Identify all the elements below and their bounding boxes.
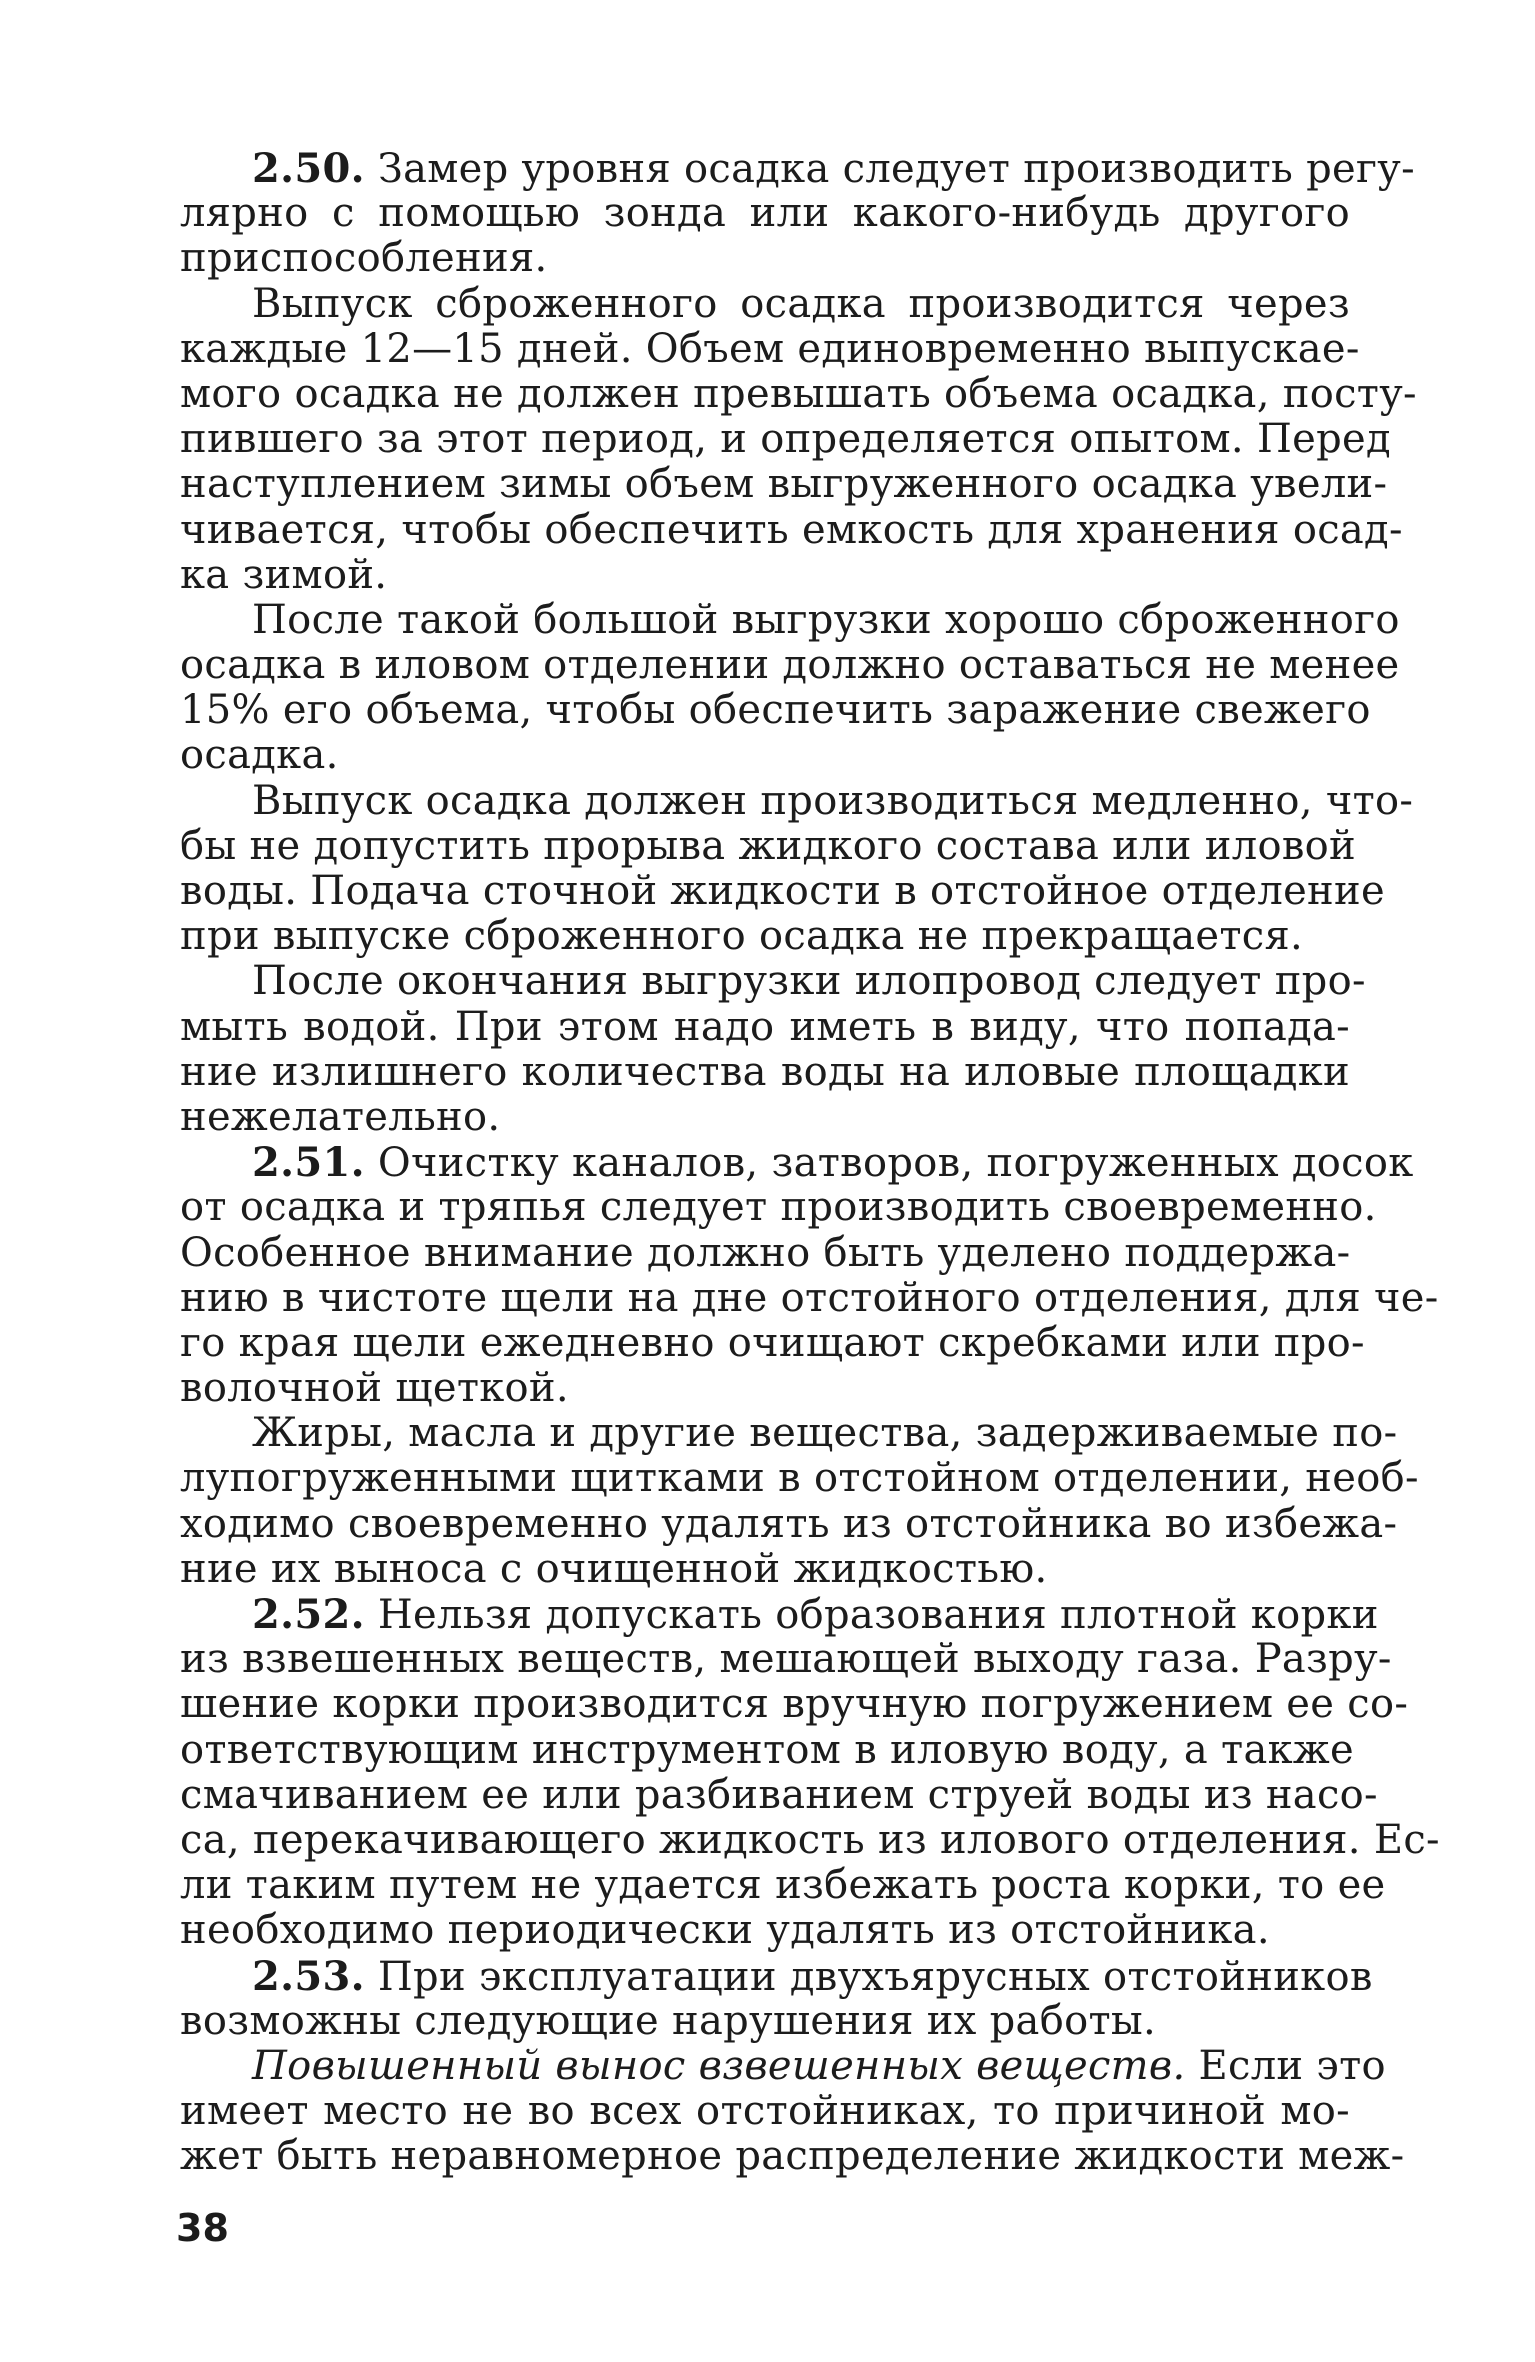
- text-line: 2.51. Очистку каналов, затворов, погруженных досок: [252, 1139, 1414, 1187]
- text-line: имеет место не во всех отстойниках, то причиной мо-: [180, 2088, 1350, 2135]
- section-number: 2.53.: [252, 1952, 365, 2000]
- text-line: После окончания выгрузки илопровод следует про-: [252, 958, 1366, 1005]
- text-line: чивается, чтобы обеспечить емкость для хранения осад-: [180, 506, 1403, 553]
- text-line: наступлением зимы объем выгруженного осадка увели-: [180, 461, 1388, 508]
- text-line: пившего за этот период, и определяется опытом. Перед: [180, 416, 1391, 463]
- text-line: 2.50. Замер уровня осадка следует производить регу-: [252, 145, 1415, 192]
- section-number: 2.51.: [252, 1139, 365, 1187]
- section-number: 2.50.: [252, 145, 365, 192]
- page-text: [180, 145, 1440, 2180]
- text-line: при выпуске сброженного осадка не прекращается.: [180, 913, 1304, 960]
- text-line: приспособления.: [180, 235, 548, 282]
- text-line: 2.53. При эксплуатации двухъярусных отстойников: [252, 1952, 1373, 2000]
- text-line: Выпуск осадка должен производиться медленно, что-: [252, 777, 1414, 824]
- text-line: бы не допустить прорыва жидкого состава или иловой: [180, 822, 1356, 869]
- text-line: нежелательно.: [180, 1093, 501, 1140]
- text-line: Выпуск сброженного осадка производится через: [252, 280, 1350, 327]
- text-line: от осадка и тряпья следует производить своевременно.: [180, 1184, 1377, 1231]
- text-line: После такой большой выгрузки хорошо сброженного: [252, 596, 1400, 643]
- page-number: 38: [176, 2206, 229, 2250]
- text-line: са, перекачивающего жидкость из илового отделения. Ес-: [180, 1816, 1440, 1863]
- text-line: ние их выноса с очищенной жидкостью.: [180, 1545, 1048, 1592]
- text-line: Особенное внимание должно быть уделено поддержа-: [180, 1229, 1351, 1276]
- text-line: воды. Подача сточной жидкости в отстойное отделение: [180, 868, 1385, 914]
- text-line: ответствующим инструментом в иловую воду, а также: [180, 1726, 1354, 1773]
- text-line: лупогруженными щитками в отстойном отделении, необ-: [180, 1455, 1419, 1502]
- text-line: волочной щеткой.: [180, 1365, 569, 1412]
- text-line: необходимо периодически удалять из отстойника.: [180, 1907, 1270, 1954]
- text-line: каждые 12—15 дней. Объем единовременно выпускае-: [180, 325, 1360, 372]
- text-line: мыть водой. При этом надо иметь в виду, что попада-: [180, 1003, 1350, 1050]
- text-line: ходимо своевременно удалять из отстойника во избежа-: [180, 1500, 1398, 1547]
- italic-heading: Повышенный вынос взвешенных веществ.: [252, 2042, 1186, 2089]
- text-line: смачиванием ее или разбиванием струей воды из насо-: [180, 1771, 1378, 1818]
- text-line: нию в чистоте щели на дне отстойного отделения, для че-: [180, 1274, 1439, 1321]
- text-line: мого осадка не должен превышать объема осадка, посту-: [180, 370, 1417, 417]
- text-line: 2.52. Нельзя допускать образования плотной корки: [252, 1591, 1379, 1638]
- text-line: Повышенный вынос взвешенных веществ. Если это: [252, 2042, 1386, 2089]
- text-line: осадка в иловом отделении должно оставаться не менее: [180, 642, 1400, 689]
- section-number: 2.52.: [252, 1591, 365, 1638]
- text-line: шение корки производится вручную погружением ее со-: [180, 1681, 1409, 1728]
- text-line: Жиры, масла и другие вещества, задерживаемые по-: [252, 1410, 1398, 1457]
- text-line: ние излишнего количества воды на иловые площадки: [180, 1048, 1350, 1095]
- text-line: жет быть неравномерное распределение жидкости меж-: [180, 2133, 1405, 2180]
- text-line: осадка.: [180, 732, 339, 779]
- text-line: возможны следующие нарушения их работы.: [180, 1997, 1157, 2044]
- text-line: го края щели ежедневно очищают скребками или про-: [180, 1319, 1365, 1366]
- text-line: ка зимой.: [180, 551, 388, 598]
- text-line: из взвешенных веществ, мешающей выходу газа. Разру-: [180, 1636, 1392, 1683]
- text-line: лярно с помощью зонда или какого-нибудь другого: [180, 190, 1350, 237]
- text-line: ли таким путем не удается избежать роста корки, то ее: [180, 1862, 1386, 1909]
- text-line: 15% его объема, чтобы обеспечить заражение свежего: [180, 687, 1371, 734]
